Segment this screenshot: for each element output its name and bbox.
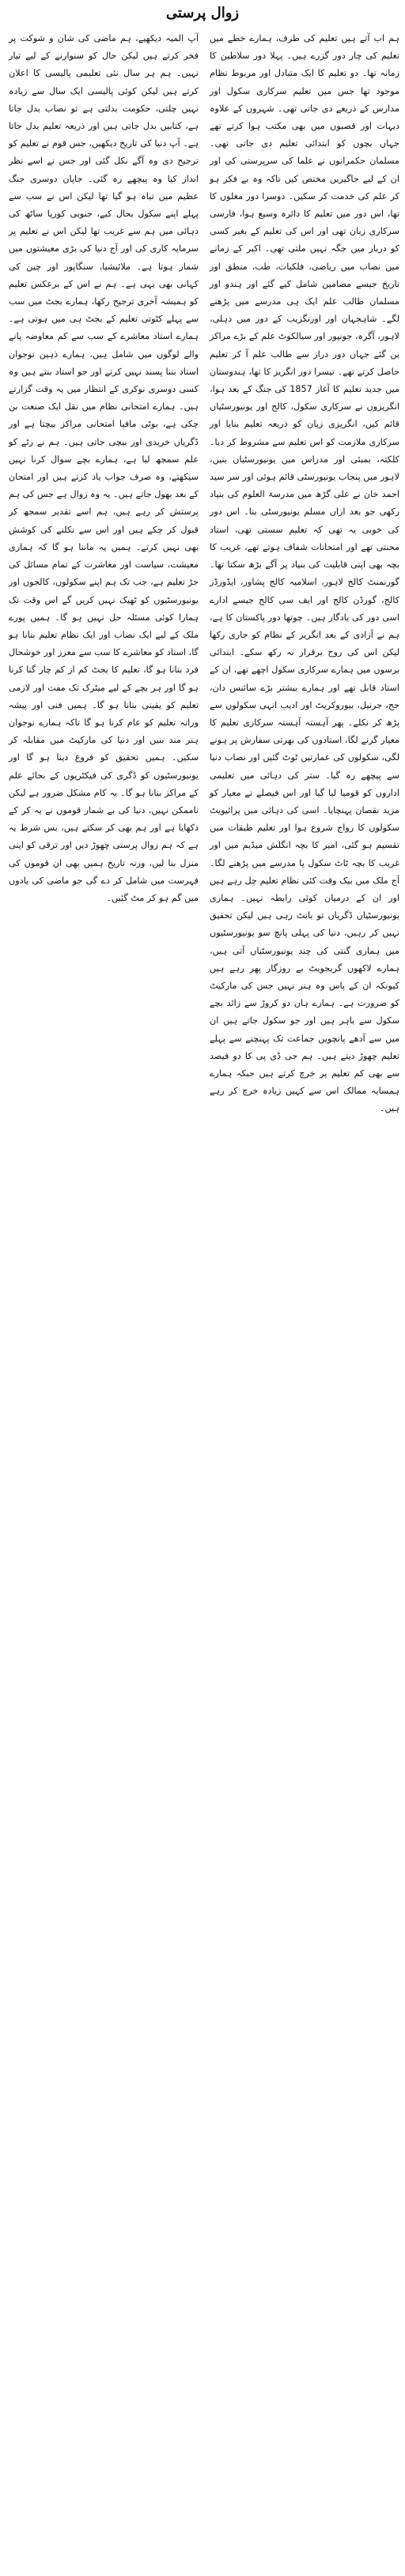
article-body-right: ہم اب آتے ہیں تعلیم کی طرف، ہمارے خطے میں تعلیم کی چار دور گزرے ہیں۔ پہلا دور سلاطین کا زمانہ تھا۔ دو تعلیم کا ایک متبادل اور مربوط نظام موجود تھا جس میں تعلیم سرکاری سکول اور مدارس کے ذریعے دی جاتی تھی۔ شہروں کے علاوہ دیہات اور قصبوں میں بھی مکتب ہوا کرتے تھے جہاں بچوں کو ابتدائی تعلیم دی جاتی تھی۔ مسلمان حکمرانوں نے علما کی سرپرستی کی اور ان کے لیے جاگیریں مختص کیں تاکہ وہ بے فکر ہو کر علم کی خدمت کر سکیں۔ دوسرا دور مغلوں کا تھا، اس دور میں تعلیم کا دائرہ وسیع ہوا، فارسی سرکاری زبان تھی اور اس کی تعلیم کے بغیر کسی کو دربار میں جگہ نہیں ملتی تھی۔ اکبر کے زمانے میں نصاب میں ریاضی، فلکیات، طب، منطق اور تاریخ جیسے مضامین شامل کیے گئے اور ہندو اور مسلمان طالب علم ایک ہی مدرسے میں پڑھنے لگے۔ شاہجہان اور اورنگزیب کے دور میں دہلی، لاہور، آگرہ، جونپور اور سیالکوٹ علم کے بڑے مراکز بن گئے جہاں دور دراز سے طالب علم آ کر تعلیم حاصل کرتے تھے۔ تیسرا دور انگریز کا تھا، ہندوستان میں جدید تعلیم کا آغاز 1857 کی جنگ کے بعد ہوا، انگریزوں نے سرکاری سکول، کالج اور یونیورسٹیاں قائم کیں، انگریزی زبان کو ذریعہ تعلیم بنایا اور سرکاری ملازمت کو اس تعلیم سے مشروط کر دیا۔ کلکتہ، بمبئی اور مدراس میں یونیورسٹیاں بنیں، لاہور میں پنجاب یونیورسٹی قائم ہوئی اور سر سید احمد خان نے علی گڑھ میں مدرسۃ العلوم کی بنیاد رکھی جو بعد ازاں مسلم یونیورسٹی بنا۔ اس دور کی خوبی یہ تھی کہ تعلیم سستی تھی، استاد محنتی تھے اور امتحانات شفاف ہوتے تھے، غریب کا بچہ بھی اپنی قابلیت کی بنیاد پر آگے بڑھ سکتا تھا۔ گورنمنٹ کالج لاہور، اسلامیہ کالج پشاور، ایڈورڈز کالج، گورڈن کالج اور ایف سی کالج جیسے ادارے اسی دور کی یادگار ہیں۔ چوتھا دور پاکستان کا ہے، ہم نے آزادی کے بعد انگریز کے نظام کو جاری رکھا لیکن اس کی روح برقرار نہ رکھ سکے۔ ابتدائی برسوں میں ہمارے سرکاری سکول اچھے تھے، ان کے استاد قابل تھے اور ہمارے بیشتر بڑے سائنس دان، جج، جرنیل، بیوروکریٹ اور ادیب انہی سکولوں سے پڑھ کر نکلے۔ پھر آہستہ آہستہ سرکاری تعلیم کا معیار گرنے لگا، استادوں کی بھرتی سفارش پر ہونے لگی، سکولوں کی عمارتیں ٹوٹ گئیں اور نصاب دنیا سے پیچھے رہ گیا۔ ستر کی دہائی میں تعلیمی اداروں کو قومیا لیا گیا اور اس فیصلے نے معیار کو مزید نقصان پہنچایا۔ اسی کی دہائی میں پرائیویٹ سکولوں کا رواج شروع ہوا اور تعلیم طبقات میں تقسیم ہو گئی، امیر کا بچہ انگلش میڈیم میں اور غریب کا بچہ ٹاٹ سکول یا مدرسے میں پڑھنے لگا۔ آج ملک میں بیک وقت کئی نظام تعلیم چل رہے ہیں اور ان کے درمیان کوئی رابطہ نہیں۔ ہماری یونیورسٹیاں ڈگریاں تو بانٹ رہی ہیں لیکن تحقیق نہیں کر رہیں، دنیا کی پہلی پانچ سو یونیورسٹیوں میں ہماری گنتی کی چند یونیورسٹیاں آتی ہیں، ہمارے لاکھوں گریجویٹ بے روزگار پھر رہے ہیں کیونکہ ان کے پاس وہ ہنر نہیں جس کی مارکیٹ کو ضرورت ہے۔ ہمارے ہاں دو کروڑ سے زائد بچے سکول سے باہر ہیں اور جو سکول جاتے ہیں ان میں سے آدھے پانچویں جماعت تک پہنچنے سے پہلے تعلیم چھوڑ دیتے ہیں۔ ہم جی ڈی پی کا دو فیصد سے بھی کم تعلیم پر خرچ کرتے ہیں جبکہ ہمارے ہمسایہ ممالک اس سے کہیں زیادہ خرچ کر رہے ہیں۔ (210, 33, 399, 1114)
article-column-right (210, 30, 399, 1118)
article-column-left (9, 30, 199, 907)
article-headline: زوال پرستی (165, 5, 240, 21)
article-body-left: آپ المیہ دیکھیے، ہم ماضی کی شان و شوکت پر فخر کرتے ہیں لیکن حال کو سنوارنے کے لیے تیار نہیں۔ ہم ہر سال نئی تعلیمی پالیسی کا اعلان کرتے ہیں لیکن کوئی پالیسی ایک سال سے زیادہ نہیں چلتی، حکومت بدلتی ہے تو نصاب بدل جاتا ہے، کتابیں بدل جاتی ہیں اور ذریعہ تعلیم بدل جاتا ہے۔ آپ دنیا کی تاریخ دیکھیں، جس قوم نے تعلیم کو ترجیح دی وہ آگے نکل گئی اور جس نے اسے نظر انداز کیا وہ پیچھے رہ گئی۔ جاپان دوسری جنگ عظیم میں تباہ ہو گیا تھا لیکن اس نے سب سے پہلے اپنے سکول بحال کیے، جنوبی کوریا ساٹھ کی دہائی میں ہم سے غریب تھا لیکن اس نے تعلیم پر سرمایہ کاری کی اور آج دنیا کی بڑی معیشتوں میں شمار ہوتا ہے۔ ملائیشیا، سنگاپور اور چین کی کہانی بھی یہی ہے۔ ہم نے اس کے برعکس تعلیم کو ہمیشہ آخری ترجیح رکھا، ہمارے بجٹ میں سب سے پہلے کٹوتی تعلیم کے بجٹ ہی میں ہوتی ہے۔ ہمارے استاد معاشرے کے سب سے کم معاوضہ پانے والے لوگوں میں شامل ہیں، ہمارے ذہین نوجوان استاد بننا پسند نہیں کرتے اور جو استاد بنتے ہیں وہ کسی دوسری نوکری کے انتظار میں یہ وقت گزارتے ہیں۔ ہمارے امتحانی نظام میں نقل ایک صنعت بن چکی ہے، بوٹی مافیا امتحانی مراکز بیچتا ہے اور ڈگریاں خریدی اور بیچی جاتی ہیں۔ ہم نے رٹے کو علم سمجھ لیا ہے، ہمارے بچے سوال کرنا نہیں سیکھتے، وہ صرف جواب یاد کرتے ہیں اور امتحان کے بعد بھول جاتے ہیں۔ یہ وہ زوال ہے جس کی ہم پرستش کر رہے ہیں، ہم اسے تقدیر سمجھ کر قبول کر چکے ہیں اور اس سے نکلنے کی کوشش بھی نہیں کرتے۔ ہمیں یہ ماننا ہو گا کہ ہماری معیشت، سیاست اور معاشرت کے تمام مسائل کی جڑ تعلیم ہے، جب تک ہم اپنے سکولوں، کالجوں اور یونیورسٹیوں کو ٹھیک نہیں کریں گے اس وقت تک ہمارا کوئی مسئلہ حل نہیں ہو گا۔ ہمیں پورے ملک کے لیے ایک نصاب اور ایک نظام تعلیم بنانا ہو گا، استاد کو معاشرے کا سب سے معزز اور خوشحال فرد بنانا ہو گا، تعلیم کا بجٹ کم از کم چار گنا کرنا ہو گا اور ہر بچے کے لیے میٹرک تک مفت اور لازمی تعلیم کو یقینی بنانا ہو گا۔ ہمیں فنی اور پیشہ ورانہ تعلیم کو عام کرنا ہو گا تاکہ ہمارے نوجوان ہنر مند بنیں اور دنیا کی مارکیٹ میں مقابلہ کر سکیں۔ ہمیں تحقیق کو فروغ دینا ہو گا اور یونیورسٹیوں کو ڈگری کی فیکٹریوں کے بجائے علم کے مراکز بنانا ہو گا۔ یہ کام مشکل ضرور ہے لیکن ناممکن نہیں، دنیا کی بے شمار قوموں نے یہ کر کے دکھایا ہے اور ہم بھی کر سکتے ہیں، بس شرط یہ ہے کہ ہم زوال پرستی چھوڑ دیں اور ترقی کو اپنی منزل بنا لیں، ورنہ تاریخ ہمیں بھی ان قوموں کی فہرست میں شامل کر دے گی جو ماضی کی یادوں میں گم ہو کر مٹ گئیں۔ (9, 33, 199, 903)
